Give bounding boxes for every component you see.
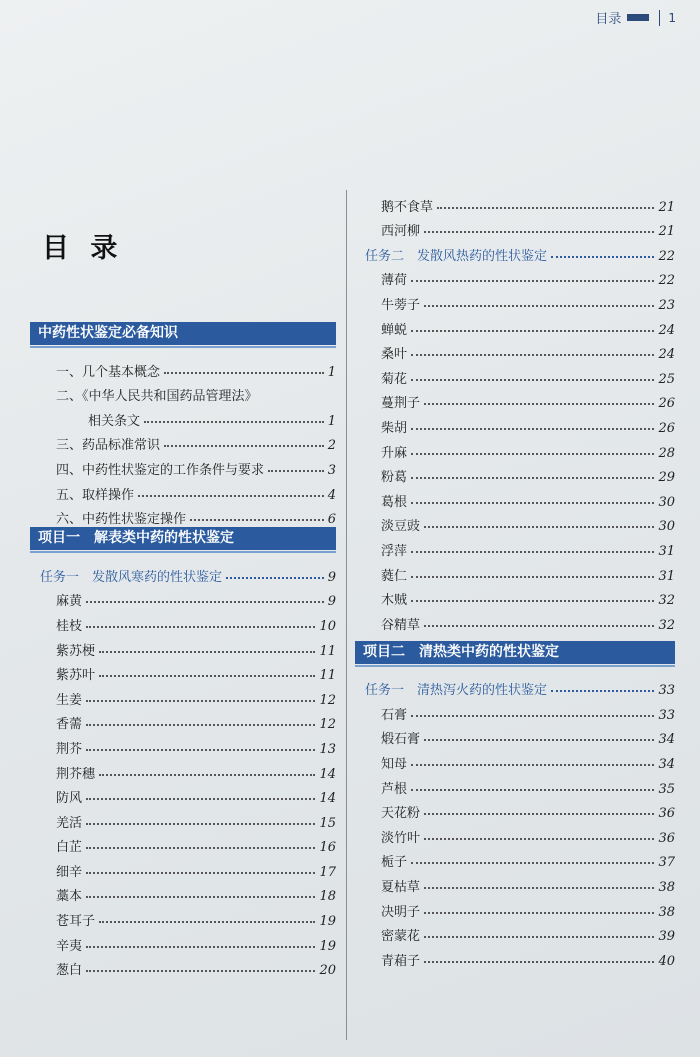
toc-page-number: 1 [327, 364, 336, 380]
dot-leader [437, 207, 654, 209]
dot-leader [551, 690, 654, 692]
dot-leader [86, 970, 315, 972]
toc-entry-label: 鹅不食草 [381, 199, 434, 215]
toc-left-column [30, 322, 336, 978]
toc-entry-label: 防风 [56, 791, 83, 807]
toc-entry-label: 牛蒡子 [381, 297, 421, 313]
toc-page-number: 33 [658, 683, 675, 699]
toc-entry-label: 辛夷 [56, 938, 83, 954]
toc-entry-label: 任务二 发散风热药的性状鉴定 [365, 248, 548, 264]
dot-leader [86, 896, 315, 898]
dot-leader [424, 887, 654, 889]
toc-page-number: 35 [658, 781, 675, 797]
toc-item-entry[interactable] [355, 723, 675, 748]
dot-leader [551, 256, 654, 258]
toc-section-entry[interactable] [30, 503, 336, 528]
toc-page-number: 6 [327, 512, 336, 528]
dot-leader [144, 421, 324, 423]
toc-page-number: 14 [319, 766, 336, 782]
toc-entry-label: 四、中药性状鉴定的工作条件与要求 [56, 462, 265, 478]
toc-entry-label: 浮萍 [381, 543, 408, 559]
dot-leader [411, 453, 654, 455]
dot-leader [424, 526, 654, 528]
dot-leader [411, 789, 654, 791]
toc-page-number: 21 [658, 224, 675, 240]
toc-page-number: 9 [327, 594, 336, 610]
toc-item-entry[interactable] [355, 534, 675, 559]
toc-item-entry[interactable] [355, 608, 675, 633]
toc-page-number: 26 [658, 420, 675, 436]
toc-entry-label: 细辛 [56, 864, 83, 880]
toc-item-entry[interactable] [355, 485, 675, 510]
toc-page-number: 34 [658, 732, 675, 748]
toc-entry-label: 相关条文 [88, 413, 141, 429]
toc-page-number: 30 [658, 494, 675, 510]
dot-leader [411, 330, 654, 332]
toc-page-number: 26 [658, 396, 675, 412]
toc-entry-label: 桂枝 [56, 618, 83, 634]
dot-leader [411, 280, 654, 282]
section-band: 项目一 解表类中药的性状鉴定 [30, 527, 336, 550]
dot-leader [411, 354, 654, 356]
toc-item-entry[interactable] [30, 929, 336, 954]
section-band: 中药性状鉴定必备知识 [30, 322, 336, 345]
toc-entry-label: 夏枯草 [381, 880, 421, 896]
toc-item-entry[interactable] [355, 338, 675, 363]
toc-item-entry[interactable] [355, 461, 675, 486]
dot-leader [86, 798, 315, 800]
toc-right-column [355, 190, 675, 969]
dot-leader [424, 231, 654, 233]
toc-entry-label: 芦根 [381, 781, 408, 797]
toc-section-entry[interactable] [30, 453, 336, 478]
toc-page-number: 15 [319, 815, 336, 831]
toc-entry-label: 藁本 [56, 889, 83, 905]
dot-leader [86, 700, 315, 702]
toc-page-number: 13 [319, 741, 336, 757]
dot-leader [424, 961, 654, 963]
toc-entry-label: 五、取样操作 [56, 487, 135, 503]
toc-entry-label: 任务一 发散风寒药的性状鉴定 [40, 569, 223, 585]
toc-item-entry[interactable] [355, 920, 675, 945]
dot-leader [99, 675, 315, 677]
toc-page-number: 31 [658, 568, 675, 584]
toc-page-number: 40 [658, 953, 675, 969]
dot-leader [424, 936, 654, 938]
toc-entry-label: 蕤仁 [381, 568, 408, 584]
toc-page-number: 17 [319, 864, 336, 880]
header-divider [659, 10, 660, 26]
dot-leader [411, 551, 654, 553]
toc-page-number: 12 [319, 692, 336, 708]
toc-page-number: 11 [319, 643, 336, 659]
toc-item-entry[interactable] [30, 609, 336, 634]
dot-leader [86, 749, 315, 751]
toc-page-number: 23 [658, 297, 675, 313]
toc-entry-label: 三、药品标准常识 [56, 438, 161, 454]
toc-entry-label: 任务一 清热泻火药的性状鉴定 [365, 683, 548, 699]
toc-item-entry[interactable] [355, 436, 675, 461]
toc-entry-label: 青葙子 [381, 953, 421, 969]
toc-entry-label: 密蒙花 [381, 929, 421, 945]
toc-task-entry[interactable] [30, 560, 336, 585]
toc-item-entry[interactable] [30, 855, 336, 880]
toc-entry-label: 蔓荆子 [381, 396, 421, 412]
toc-item-entry[interactable] [355, 944, 675, 969]
toc-entry-label: 荆芥穗 [56, 766, 96, 782]
toc-entry-label: 紫苏梗 [56, 643, 96, 659]
toc-item-entry[interactable] [355, 559, 675, 584]
toc-task-entry[interactable] [355, 674, 675, 699]
toc-page-number: 24 [658, 322, 675, 338]
toc-entry-label: 一、几个基本概念 [56, 364, 161, 380]
toc-entry-label: 柴胡 [381, 420, 408, 436]
dot-leader [86, 847, 315, 849]
toc-page-number: 1 [327, 413, 336, 429]
toc-page-number: 22 [658, 248, 675, 264]
toc-item-entry[interactable] [30, 757, 336, 782]
toc-item-entry[interactable] [355, 387, 675, 412]
toc-item-entry[interactable] [355, 747, 675, 772]
running-header [595, 8, 676, 27]
dot-leader [411, 502, 654, 504]
toc-entry-label: 淡豆豉 [381, 519, 421, 535]
toc-item-entry[interactable] [355, 411, 675, 436]
toc-entry-label: 决明子 [381, 904, 421, 920]
toc-item-entry[interactable] [355, 510, 675, 535]
toc-section-entry[interactable] [30, 429, 336, 454]
toc-item-entry[interactable] [30, 954, 336, 979]
toc-entry-label: 苍耳子 [56, 914, 96, 930]
toc-page-number: 12 [319, 717, 336, 733]
toc-entry-label: 栀子 [381, 855, 408, 871]
toc-item-entry[interactable] [355, 797, 675, 822]
toc-entry-label: 羌活 [56, 815, 83, 831]
toc-page-number: 3 [327, 462, 336, 478]
toc-page-number: 33 [658, 707, 675, 723]
dot-leader [411, 379, 654, 381]
toc-entry-label: 淡竹叶 [381, 830, 421, 846]
toc-page-number: 39 [658, 929, 675, 945]
toc-item-entry[interactable] [355, 288, 675, 313]
toc-page-number: 34 [658, 757, 675, 773]
toc-entry-label: 荆芥 [56, 741, 83, 757]
toc-page-number: 10 [319, 618, 336, 634]
toc-page-number: 22 [658, 273, 675, 289]
toc-entry-label: 生姜 [56, 692, 83, 708]
dot-leader [86, 872, 315, 874]
toc-page-number: 32 [658, 593, 675, 609]
toc-page-number: 19 [319, 938, 336, 954]
toc-page-number: 37 [658, 855, 675, 871]
toc-item-entry[interactable] [30, 732, 336, 757]
header-page-number: 1 [668, 10, 676, 25]
toc-section-entry[interactable] [30, 380, 336, 405]
toc-section-entry[interactable] [30, 355, 336, 380]
toc-entry-label: 葱白 [56, 963, 83, 979]
toc-page-number: 30 [658, 519, 675, 535]
dot-leader [411, 477, 654, 479]
toc-page-number: 36 [658, 830, 675, 846]
dot-leader [424, 912, 654, 914]
toc-entry-label: 粉葛 [381, 470, 408, 486]
toc-entry-label: 六、中药性状鉴定操作 [56, 512, 187, 528]
toc-page-number: 36 [658, 806, 675, 822]
toc-task-entry[interactable] [355, 239, 675, 264]
toc-item-entry[interactable] [355, 362, 675, 387]
dot-leader [424, 403, 654, 405]
toc-page-number: 14 [319, 791, 336, 807]
toc-page-number: 24 [658, 347, 675, 363]
toc-page-number: 38 [658, 880, 675, 896]
toc-page-number: 2 [327, 438, 336, 454]
toc-item-entry[interactable] [30, 880, 336, 905]
toc-item-entry[interactable] [355, 584, 675, 609]
dot-leader [226, 577, 324, 579]
dot-leader [411, 764, 654, 766]
toc-section-entry-continued[interactable] [30, 404, 336, 429]
toc-entry-label: 升麻 [381, 445, 408, 461]
toc-page-number: 28 [658, 445, 675, 461]
section-band: 项目二 清热类中药的性状鉴定 [355, 641, 675, 664]
toc-item-entry[interactable] [355, 313, 675, 338]
toc-entry-label: 菊花 [381, 371, 408, 387]
toc-entry-label: 紫苏叶 [56, 668, 96, 684]
toc-entry-label: 石膏 [381, 707, 408, 723]
toc-item-entry[interactable] [30, 659, 336, 684]
dot-leader [86, 724, 315, 726]
toc-item-entry[interactable] [355, 846, 675, 871]
toc-item-entry[interactable] [30, 634, 336, 659]
toc-page-number: 4 [327, 487, 336, 503]
dot-leader [164, 445, 324, 447]
toc-item-entry[interactable] [355, 264, 675, 289]
dot-leader [411, 428, 654, 430]
dot-leader [164, 372, 324, 374]
dot-leader [99, 921, 315, 923]
dot-leader [86, 601, 324, 603]
dot-leader [411, 715, 654, 717]
page-title: 目 录 [42, 233, 124, 264]
toc-item-entry[interactable] [355, 821, 675, 846]
toc-section-entry[interactable] [30, 478, 336, 503]
dot-leader [138, 495, 324, 497]
toc-item-entry[interactable] [355, 190, 675, 215]
dot-leader [424, 739, 654, 741]
toc-item-entry[interactable] [355, 895, 675, 920]
toc-item-entry[interactable] [355, 772, 675, 797]
dot-leader [424, 813, 654, 815]
toc-item-entry[interactable] [355, 698, 675, 723]
toc-page-number: 31 [658, 543, 675, 559]
toc-entry-label: 煅石膏 [381, 732, 421, 748]
toc-entry-label: 西河柳 [381, 224, 421, 240]
toc-item-entry[interactable] [30, 683, 336, 708]
toc-entry-label: 天花粉 [381, 806, 421, 822]
dot-leader [424, 838, 654, 840]
dot-leader [86, 946, 315, 948]
toc-entry-label: 薄荷 [381, 273, 408, 289]
column-divider [346, 190, 347, 1040]
toc-entry-label: 桑叶 [381, 347, 408, 363]
toc-page-number: 32 [658, 617, 675, 633]
spacer [355, 633, 675, 641]
toc-entry-label: 葛根 [381, 494, 408, 510]
toc-page-number: 11 [319, 668, 336, 684]
toc-page-number: 19 [319, 914, 336, 930]
toc-entry-label: 蝉蜕 [381, 322, 408, 338]
dot-leader [190, 519, 324, 521]
dot-leader [86, 626, 315, 628]
toc-item-entry[interactable] [30, 782, 336, 807]
toc-item-entry[interactable] [355, 215, 675, 240]
toc-item-entry[interactable] [30, 708, 336, 733]
toc-page-number: 20 [319, 963, 336, 979]
toc-page-number: 29 [658, 470, 675, 486]
dot-leader [424, 305, 654, 307]
toc-page-number: 18 [319, 889, 336, 905]
dot-leader [268, 470, 324, 472]
toc-entry-label: 知母 [381, 757, 408, 773]
toc-page-number: 16 [319, 840, 336, 856]
dot-leader [411, 862, 654, 864]
toc-item-entry[interactable] [30, 831, 336, 856]
toc-page-number: 9 [327, 569, 336, 585]
header-section-label: 目录 [595, 12, 622, 27]
toc-item-entry[interactable] [30, 904, 336, 929]
header-accent-bar [627, 14, 649, 21]
toc-item-entry[interactable] [355, 870, 675, 895]
toc-page-number: 25 [658, 371, 675, 387]
toc-entry-label: 香薷 [56, 717, 83, 733]
toc-item-entry[interactable] [30, 585, 336, 610]
dot-leader [99, 774, 315, 776]
dot-leader [411, 600, 654, 602]
toc-item-entry[interactable] [30, 806, 336, 831]
toc-page-number: 38 [658, 904, 675, 920]
dot-leader [86, 823, 315, 825]
toc-entry-label: 麻黄 [56, 594, 83, 610]
toc-entry-label: 谷精草 [381, 617, 421, 633]
toc-entry-label: 二、《中华人民共和国药品管理法》 [56, 389, 258, 405]
dot-leader [99, 651, 315, 653]
dot-leader [411, 576, 654, 578]
toc-entry-label: 白芷 [56, 840, 83, 856]
toc-entry-label: 木贼 [381, 593, 408, 609]
dot-leader [424, 625, 654, 627]
toc-page-number: 21 [658, 199, 675, 215]
